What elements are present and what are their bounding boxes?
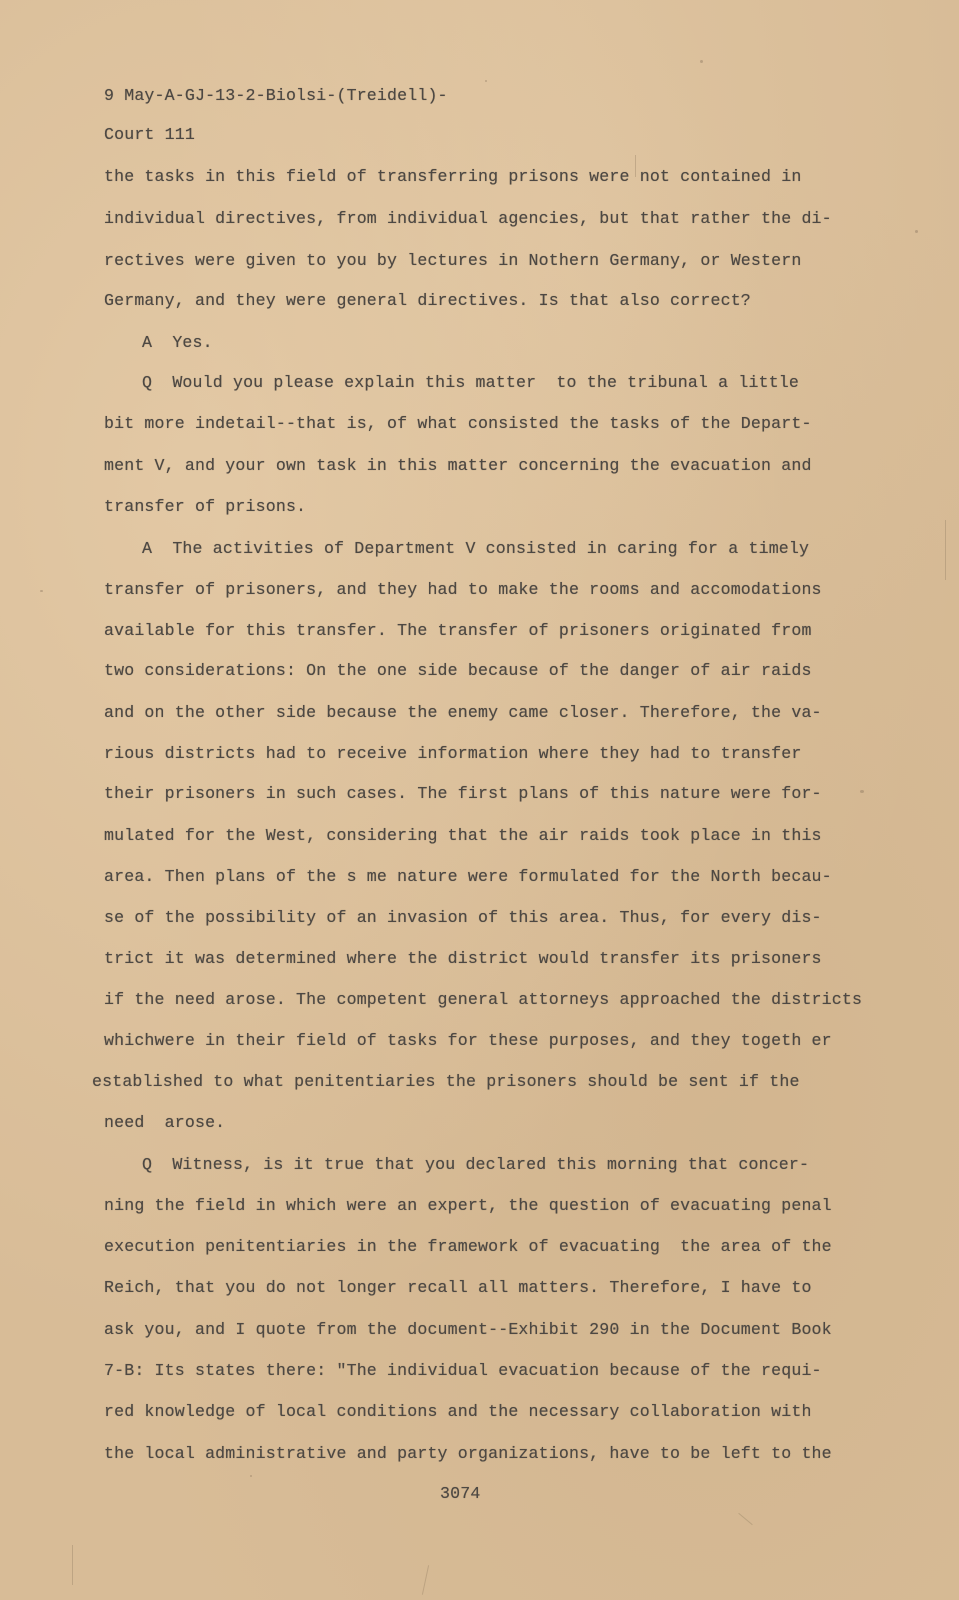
text-line: se of the possibility of an invasion of this area. Thus, for every dis- (104, 908, 822, 927)
text-line: transfer of prisons. (104, 497, 307, 516)
text-line: two considerations: On the one side because of the danger of air raids (104, 661, 812, 680)
text-line: bit more indetail--that is, of what consisted the tasks of the Depart- (104, 414, 812, 433)
text-line: need arose. (104, 1113, 226, 1132)
paper-speck (915, 230, 918, 233)
text-line: their prisoners in such cases. The first plans of this nature were for- (104, 784, 822, 803)
text-line: ment V, and your own task in this matter concerning the evacuation and (104, 456, 812, 475)
court-label: Court 111 (104, 125, 195, 144)
page-number: 3074 (440, 1484, 481, 1503)
paper-scratch (945, 520, 946, 580)
answer-line: A The activities of Department V consisted in caring for a timely (142, 539, 810, 558)
document-header: 9 May-A-GJ-13-2-Biolsi-(Treidell)- (104, 86, 448, 105)
text-line: area. Then plans of the s me nature were formulated for the North becau- (104, 867, 832, 886)
text-line: ask you, and I quote from the document--Exhibit 290 in the Document Book (104, 1320, 832, 1339)
paper-scratch (422, 1565, 429, 1595)
text-line: trict it was determined where the district would transfer its prisoners (104, 949, 822, 968)
text-line: 7-B: Its states there: "The individual evacuation because of the requi- (104, 1361, 822, 1380)
text-line: transfer of prisoners, and they had to make the rooms and accomodations (104, 580, 822, 599)
text-line: established to what penitentiaries the prisoners should be sent if the (92, 1072, 800, 1091)
text-line: red knowledge of local conditions and the necessary collaboration with (104, 1402, 812, 1421)
paper-speck (860, 790, 864, 793)
text-line: the local administrative and party organizations, have to be left to the (104, 1444, 832, 1463)
text-line: individual directives, from individual agencies, but that rather the di- (104, 209, 832, 228)
text-line: if the need arose. The competent general attorneys approached the districts (104, 990, 863, 1009)
text-line: the tasks in this field of transferring prisons were not contained in (104, 167, 802, 186)
paper-speck (40, 590, 43, 592)
text-line: mulated for the West, considering that the air raids took place in this (104, 826, 822, 845)
paper-scratch (72, 1545, 73, 1585)
question-line: Q Would you please explain this matter to the tribunal a little (142, 373, 800, 392)
text-line: ning the field in which were an expert, the question of evacuating penal (104, 1196, 832, 1215)
paper-speck (700, 60, 703, 63)
text-line: Germany, and they were general directives. Is that also correct? (104, 291, 751, 310)
text-line: rectives were given to you by lectures in Nothern Germany, or Western (104, 251, 802, 270)
answer-line: A Yes. (142, 333, 213, 352)
text-line: Reich, that you do not longer recall all matters. Therefore, I have to (104, 1278, 812, 1297)
text-line: rious districts had to receive information where they had to transfer (104, 744, 802, 763)
text-line: and on the other side because the enemy came closer. Therefore, the va- (104, 703, 822, 722)
paper-scratch (738, 1513, 752, 1525)
paper-speck (485, 80, 487, 82)
text-line: available for this transfer. The transfer of prisoners originated from (104, 621, 812, 640)
question-line: Q Witness, is it true that you declared this morning that concer- (142, 1155, 810, 1174)
text-line: whichwere in their field of tasks for these purposes, and they togeth er (104, 1031, 832, 1050)
paper-speck (250, 1475, 252, 1477)
text-line: execution penitentiaries in the framework of evacuating the area of the (104, 1237, 832, 1256)
